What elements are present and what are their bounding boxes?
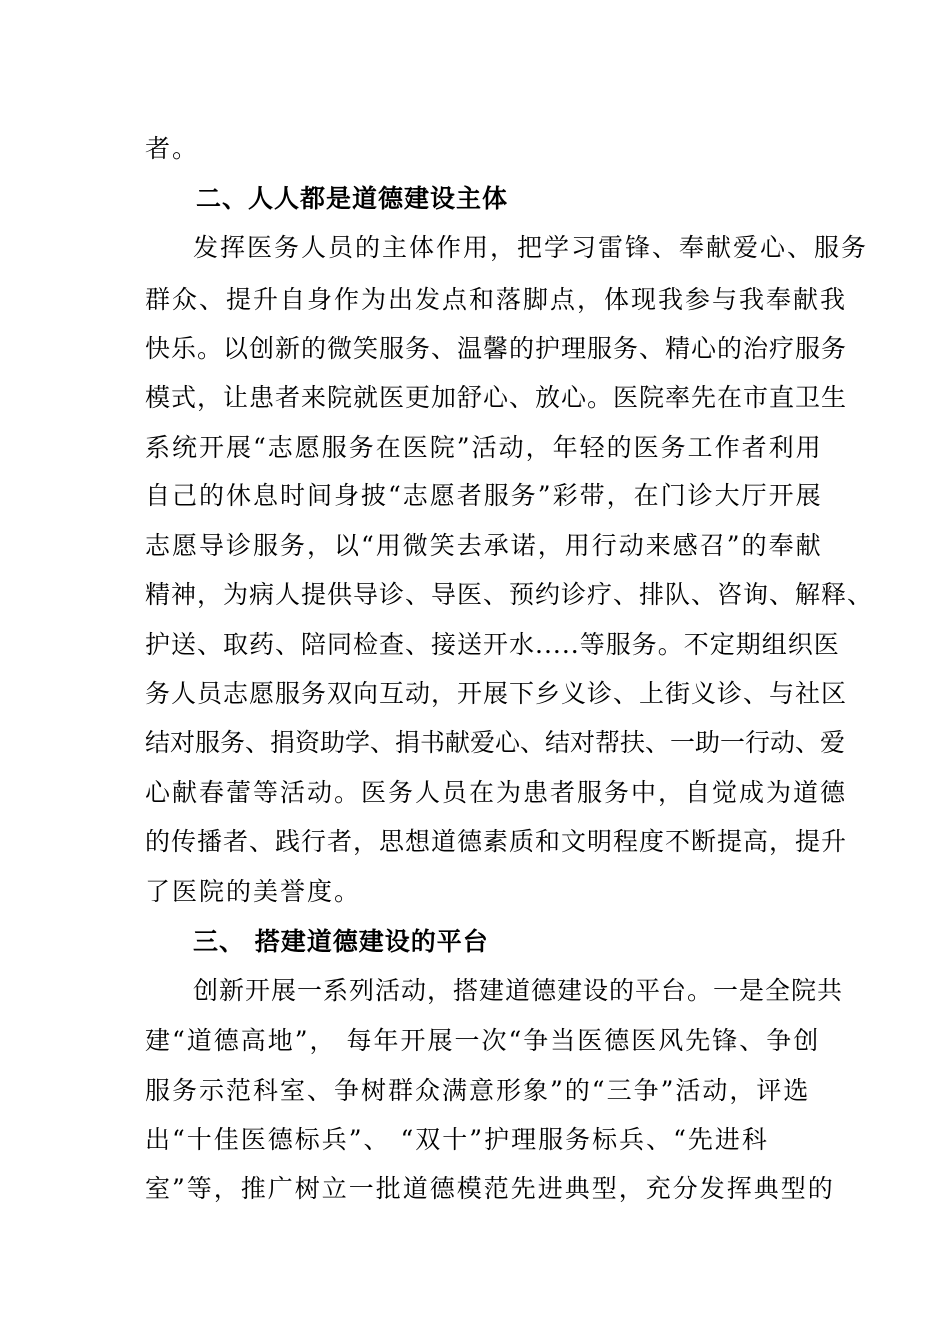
paragraph-line: 者。	[145, 134, 200, 163]
paragraph-line: 群众、提升自身作为出发点和落脚点，体现我参与我奉献我	[145, 285, 848, 314]
paragraph-line: 出“十佳医德标兵”、 “双十”护理服务标兵、“先进科	[145, 1125, 769, 1154]
paragraph-line: 自己的休息时间身披“志愿者服务”彩带，在门诊大厅开展	[145, 481, 823, 510]
paragraph-line: 系统开展“志愿服务在医院”活动，年轻的医务工作者利用	[145, 433, 823, 462]
section-heading-3: 三、 搭建道德建设的平台	[193, 927, 489, 956]
paragraph-line: 了医院的美誉度。	[145, 877, 362, 906]
paragraph-line: 志愿导诊服务，以“用微笑去承诺，用行动来感召”的奉献	[145, 531, 823, 560]
paragraph-line: 结对服务、捐资助学、捐书献爱心、结对帮扶、一助一行动、爱	[145, 728, 846, 757]
paragraph-line: 护送、取药、陪同检查、接送开水.....等服务。不定期组织医	[145, 630, 840, 659]
paragraph-line: 发挥医务人员的主体作用，把学习雷锋、奉献爱心、服务	[193, 233, 869, 262]
paragraph-line: 心献春蕾等活动。医务人员在为患者服务中，自觉成为道德	[145, 778, 848, 807]
section-heading-2: 二、人人都是道德建设主体	[196, 184, 509, 213]
paragraph-line: 模式，让患者来院就医更加舒心、放心。医院率先在市直卫生	[145, 383, 848, 412]
paragraph-line: 建“道德高地”， 每年开展一次“争当医德医风先锋、争创	[145, 1026, 821, 1055]
paragraph-line: 创新开展一系列活动，搭建道德建设的平台。一是全院共	[193, 976, 844, 1005]
paragraph-line: 快乐。以创新的微笑服务、温馨的护理服务、精心的治疗服务	[145, 334, 848, 363]
paragraph-line: 精神，为病人提供导诊、导医、预约诊疗、排队、咨询、解释、	[145, 580, 874, 609]
paragraph-line: 务人员志愿服务双向互动，开展下乡义诊、上街义诊、与社区	[145, 679, 848, 708]
paragraph-line: 的传播者、践行者，思想道德素质和文明程度不断提高，提升	[145, 827, 848, 856]
paragraph-line: 服务示范科室、争树群众满意形象”的“三争”活动，评选	[145, 1076, 811, 1105]
paragraph-line: 室”等，推广树立一批道德模范先进典型，充分发挥典型的	[145, 1174, 835, 1203]
